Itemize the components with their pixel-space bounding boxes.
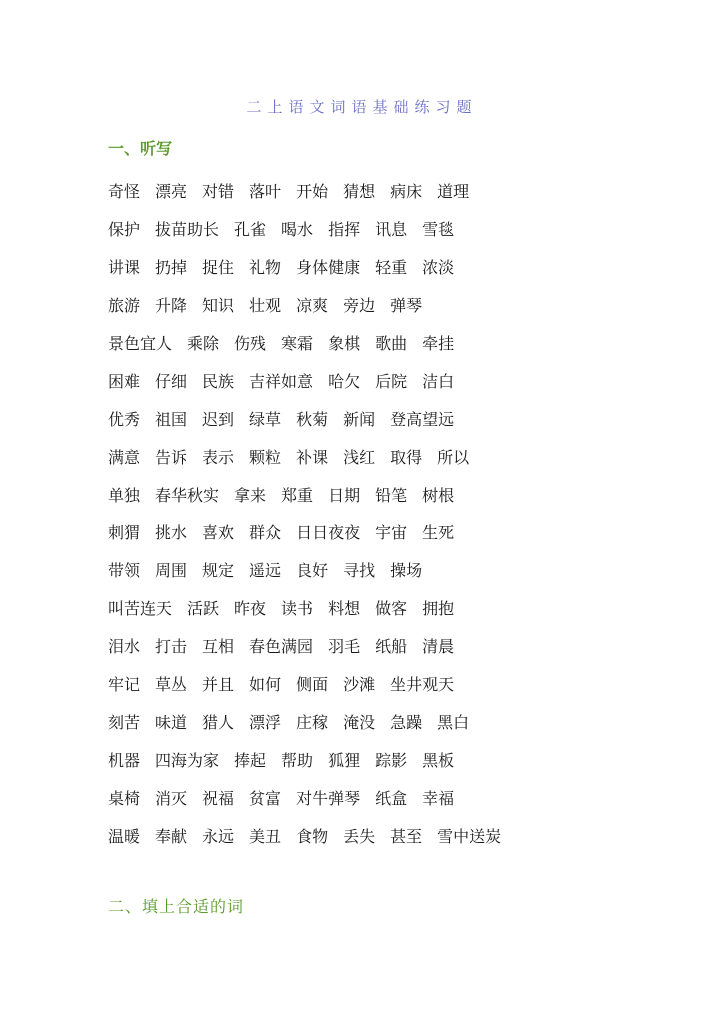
vocabulary-word: 坐井观天 [390, 675, 455, 695]
vocabulary-word: 拥抱 [422, 599, 455, 619]
vocabulary-word: 淹没 [343, 712, 376, 732]
vocabulary-word: 永远 [202, 826, 235, 846]
vocabulary-word: 吉祥如意 [249, 371, 314, 391]
vocabulary-word: 春色满园 [249, 637, 314, 657]
word-list [108, 172, 668, 854]
vocabulary-word: 浓淡 [422, 258, 455, 278]
vocabulary-word: 侧面 [296, 675, 329, 695]
vocabulary-word: 仔细 [155, 371, 188, 391]
vocabulary-word: 味道 [155, 712, 188, 732]
vocabulary-word: 升降 [155, 296, 188, 316]
document-title: 二上语文词语基础练习题 [246, 98, 478, 116]
vocabulary-word: 单独 [108, 485, 141, 505]
vocabulary-word: 并且 [202, 675, 235, 695]
vocabulary-word: 日期 [328, 485, 361, 505]
vocabulary-word: 道理 [437, 182, 470, 202]
vocabulary-word: 料想 [328, 599, 361, 619]
vocabulary-word: 开始 [296, 182, 329, 202]
word-row [108, 172, 668, 210]
vocabulary-word: 刺猬 [108, 523, 141, 543]
vocabulary-word: 清晨 [422, 637, 455, 657]
word-row [108, 778, 668, 816]
vocabulary-word: 奉献 [155, 826, 188, 846]
vocabulary-word: 做客 [375, 599, 408, 619]
vocabulary-word: 迟到 [202, 409, 235, 429]
vocabulary-word: 登高望远 [390, 409, 455, 429]
vocabulary-word: 羽毛 [328, 637, 361, 657]
vocabulary-word: 沙滩 [343, 675, 376, 695]
vocabulary-word: 规定 [202, 561, 235, 581]
vocabulary-word: 浅红 [343, 447, 376, 467]
vocabulary-word: 颗粒 [249, 447, 282, 467]
word-row [108, 248, 668, 286]
vocabulary-word: 良好 [296, 561, 329, 581]
vocabulary-word: 对牛弹琴 [296, 788, 361, 808]
vocabulary-word: 树根 [422, 485, 455, 505]
vocabulary-word: 生死 [422, 523, 455, 543]
vocabulary-word: 日日夜夜 [296, 523, 361, 543]
word-row [108, 361, 668, 399]
vocabulary-word: 取得 [390, 447, 423, 467]
vocabulary-word: 食物 [296, 826, 329, 846]
vocabulary-word: 美丑 [249, 826, 282, 846]
vocabulary-word: 草丛 [155, 675, 188, 695]
vocabulary-word: 弹琴 [390, 296, 423, 316]
word-row [108, 210, 668, 248]
vocabulary-word: 泪水 [108, 637, 141, 657]
vocabulary-word: 困难 [108, 371, 141, 391]
vocabulary-word: 铅笔 [375, 485, 408, 505]
vocabulary-word: 象棋 [328, 334, 361, 353]
vocabulary-word: 讲课 [108, 258, 141, 278]
vocabulary-word: 挑水 [155, 523, 188, 543]
vocabulary-word: 祝福 [202, 788, 235, 808]
vocabulary-word: 扔掉 [155, 258, 188, 278]
vocabulary-word: 凉爽 [296, 296, 329, 316]
vocabulary-word: 旁边 [343, 296, 376, 316]
vocabulary-word: 郑重 [281, 485, 314, 505]
vocabulary-word: 贫富 [249, 788, 282, 808]
vocabulary-word: 指挥 [328, 220, 361, 240]
vocabulary-word: 带领 [108, 561, 141, 581]
vocabulary-word: 牵挂 [422, 334, 455, 353]
vocabulary-word: 丢失 [343, 826, 376, 846]
vocabulary-word: 哈欠 [328, 371, 361, 391]
vocabulary-word: 如何 [249, 675, 282, 695]
vocabulary-word: 绿草 [249, 409, 282, 429]
vocabulary-word: 知识 [202, 296, 235, 316]
vocabulary-word: 拿来 [234, 485, 267, 505]
vocabulary-word: 春华秋实 [155, 485, 220, 505]
word-row [108, 702, 668, 740]
word-row [108, 627, 668, 665]
vocabulary-word: 牢记 [108, 675, 141, 695]
vocabulary-word: 群众 [249, 523, 282, 543]
vocabulary-word: 狐狸 [328, 750, 361, 770]
vocabulary-word: 遥远 [249, 561, 282, 581]
vocabulary-word: 喝水 [281, 220, 314, 240]
vocabulary-word: 黑白 [437, 712, 470, 732]
vocabulary-word: 周围 [155, 561, 188, 581]
vocabulary-word: 表示 [202, 447, 235, 467]
vocabulary-word: 漂亮 [155, 182, 188, 202]
vocabulary-word: 读书 [281, 599, 314, 619]
vocabulary-word: 打击 [155, 637, 188, 657]
vocabulary-word: 乘除 [187, 334, 220, 353]
vocabulary-word: 补课 [296, 447, 329, 467]
word-row [108, 399, 668, 437]
vocabulary-word: 优秀 [108, 409, 141, 429]
vocabulary-word: 踪影 [375, 750, 408, 770]
vocabulary-word: 寻找 [343, 561, 376, 581]
vocabulary-word: 机器 [108, 750, 141, 770]
vocabulary-word: 洁白 [422, 371, 455, 391]
word-row [108, 589, 668, 627]
vocabulary-word: 奇怪 [108, 182, 141, 202]
vocabulary-word: 急躁 [390, 712, 423, 732]
vocabulary-word: 新闻 [343, 409, 376, 429]
word-row [108, 665, 668, 703]
vocabulary-word: 庄稼 [296, 712, 329, 732]
vocabulary-word: 消灭 [155, 788, 188, 808]
vocabulary-word: 告诉 [155, 447, 188, 467]
vocabulary-word: 身体健康 [296, 258, 361, 278]
vocabulary-word: 帮助 [281, 750, 314, 770]
vocabulary-word: 叫苦连天 [108, 599, 173, 619]
vocabulary-word: 壮观 [249, 296, 282, 316]
word-row [108, 816, 668, 854]
vocabulary-word: 互相 [202, 637, 235, 657]
vocabulary-word: 病床 [390, 182, 423, 202]
vocabulary-word: 雪毯 [422, 220, 455, 240]
word-row [108, 437, 668, 475]
vocabulary-word: 景色宜人 [108, 334, 173, 353]
word-row [108, 324, 668, 362]
vocabulary-word: 幸福 [422, 788, 455, 808]
word-row [108, 551, 668, 589]
vocabulary-word: 后院 [375, 371, 408, 391]
vocabulary-word: 纸船 [375, 637, 408, 657]
vocabulary-word: 保护 [108, 220, 141, 240]
vocabulary-word: 黑板 [422, 750, 455, 770]
vocabulary-word: 捉住 [202, 258, 235, 278]
vocabulary-word: 旅游 [108, 296, 141, 316]
vocabulary-word: 寒霜 [281, 334, 314, 353]
vocabulary-word: 猜想 [343, 182, 376, 202]
vocabulary-word: 雪中送炭 [437, 826, 502, 846]
vocabulary-word: 桌椅 [108, 788, 141, 808]
word-row [108, 740, 668, 778]
vocabulary-word: 纸盒 [375, 788, 408, 808]
vocabulary-word: 民族 [202, 371, 235, 391]
vocabulary-word: 讯息 [375, 220, 408, 240]
vocabulary-word: 满意 [108, 447, 141, 467]
vocabulary-word: 四海为家 [155, 750, 220, 770]
vocabulary-word: 拔苗助长 [155, 220, 220, 240]
section-heading-fill-words: 二、填上合适的词 [108, 897, 245, 916]
vocabulary-word: 秋菊 [296, 409, 329, 429]
vocabulary-word: 昨夜 [234, 599, 267, 619]
vocabulary-word: 孔雀 [234, 220, 267, 240]
vocabulary-word: 操场 [390, 561, 423, 581]
word-row [108, 513, 668, 551]
vocabulary-word: 喜欢 [202, 523, 235, 543]
vocabulary-word: 捧起 [234, 750, 267, 770]
vocabulary-word: 歌曲 [375, 334, 408, 353]
vocabulary-word: 甚至 [390, 826, 423, 846]
vocabulary-word: 漂浮 [249, 712, 282, 732]
word-row [108, 286, 668, 324]
vocabulary-word: 温暖 [108, 826, 141, 846]
vocabulary-word: 刻苦 [108, 712, 141, 732]
vocabulary-word: 对错 [202, 182, 235, 202]
vocabulary-word: 落叶 [249, 182, 282, 202]
vocabulary-word: 轻重 [375, 258, 408, 278]
vocabulary-word: 活跃 [187, 599, 220, 619]
vocabulary-word: 所以 [437, 447, 470, 467]
section-heading-dictation: 一、听写 [108, 139, 173, 158]
word-row [108, 475, 668, 513]
vocabulary-word: 宇宙 [375, 523, 408, 543]
vocabulary-word: 伤残 [234, 334, 267, 353]
vocabulary-word: 礼物 [249, 258, 282, 278]
vocabulary-word: 祖国 [155, 409, 188, 429]
vocabulary-word: 猎人 [202, 712, 235, 732]
